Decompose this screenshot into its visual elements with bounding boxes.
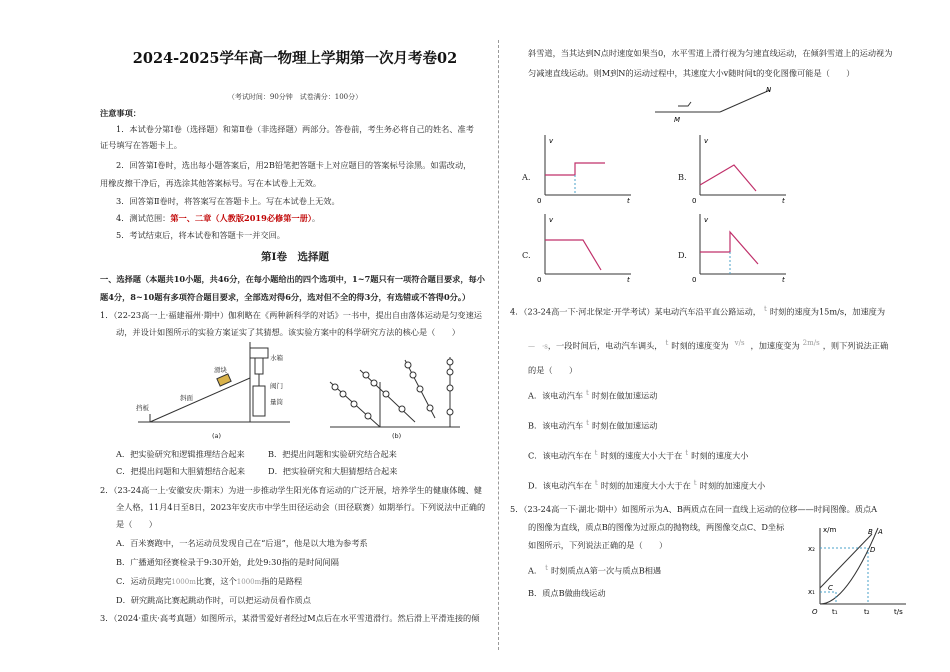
paper-title: 2024-2025学年高一物理上学期第一次月考卷02: [132, 50, 458, 67]
notice-label: 注意事项：: [100, 108, 141, 118]
svg-text:t: t: [627, 197, 630, 205]
label-cylinder: 量筒: [270, 398, 283, 406]
notice-line-3: 2．回答第Ⅰ卷时，选出每小题答案后，用2B铅笔把答题卡上对应题目的答案标号涂黑。如需改动，: [116, 160, 472, 170]
q2-option-c-math-2: 1000m: [236, 578, 262, 586]
q5-option-a[interactable]: A． $^t$ 时刻质点A第一次与质点B相遇: [528, 564, 662, 576]
section-title: 第Ⅰ卷 选择题: [261, 251, 329, 263]
q3-graph-c[interactable]: [535, 212, 635, 284]
svg-text:v: v: [549, 137, 554, 145]
svg-text:0: 0: [692, 276, 697, 284]
q2-line-2: 全人格，11月4日至8日，2023年安庆市中学生田径运动会（田径联赛）如期举行。下列说法中正确的: [116, 502, 486, 512]
q3-option-a-label[interactable]: A.: [522, 172, 531, 182]
q2-line-1: 2．（23-24高一上·安徽安庆·期末）为进一步推动学生阳光体育运动的广泛开展，培养学生的健康体魄、健: [100, 485, 482, 495]
q5-line-2: 的图像为直线，质点B的图像为过原点的抛物线，两图像交点C、D坐标: [528, 522, 785, 532]
notice-line-5: 3．回答第Ⅱ卷时，将答案写在答题卡上。写在本试卷上无效。: [116, 196, 340, 206]
right-column: [510, 0, 910, 672]
q3-graph-b[interactable]: [690, 133, 790, 205]
svg-text:D: D: [870, 546, 876, 554]
q2-line-3: 是（ ）: [116, 519, 157, 529]
svg-text:v: v: [549, 216, 554, 224]
left-column: [100, 0, 490, 672]
svg-text:B: B: [868, 528, 873, 536]
q2-option-c-suffix: 指的是路程: [261, 576, 303, 586]
q1-option-a[interactable]: A．把实验研究和逻辑推理结合起来: [116, 449, 245, 459]
svg-text:t₂: t₂: [864, 608, 870, 616]
q3-graph-d[interactable]: [690, 212, 790, 284]
point-n: N: [766, 86, 772, 94]
label-tank: 水箱: [270, 354, 283, 362]
exam-info: （考试时间：90分钟 试卷满分：100分）: [227, 93, 363, 101]
svg-text:0: 0: [537, 197, 542, 205]
q3-line-2: 斜雪道，当其达到N点时速度如果当0，水平雪道上滑行视为匀速直线运动，在倾斜雪道上的运动视为: [528, 48, 893, 58]
q4-option-d[interactable]: D．该电动汽车在 $^t$ 时刻的加速度大小大于在 $^t$ 时刻的加速度大小: [528, 479, 766, 491]
q3-option-d-label[interactable]: D.: [678, 250, 687, 260]
label-slope: 斜面: [180, 394, 193, 402]
section-intro-2: 题4分，8~10题有多项符合题目要求，全部选对得6分，选对但不全的得3分，有选错或不答得0分。）: [100, 292, 471, 302]
q3-slope-figure: [650, 84, 790, 124]
svg-text:t: t: [782, 197, 785, 205]
q2-option-c-mid: 比赛，这个: [195, 576, 237, 586]
svg-text:O: O: [812, 608, 818, 616]
q4-option-a[interactable]: A．该电动汽车 $^t$ 时刻在做加速运动: [528, 389, 658, 401]
svg-text:x₂: x₂: [808, 545, 815, 553]
label-valve: 阀门: [270, 382, 283, 390]
q4-line-3: 的是（ ）: [528, 365, 578, 375]
q3-b-line: [700, 165, 756, 191]
q4-option-c[interactable]: C．该电动汽车在 $^t$ 时刻的速度大小大于在 $^t$ 时刻的速度大小: [528, 449, 749, 461]
label-slider: 滑块: [214, 366, 227, 374]
label-a: (a): [212, 432, 222, 440]
svg-text:A: A: [878, 528, 883, 536]
svg-text:C: C: [828, 584, 833, 592]
svg-text:0: 0: [537, 276, 542, 284]
svg-text:t: t: [782, 276, 785, 284]
q3-d-line: [700, 232, 758, 264]
q3-line-1: 3．（2024·重庆·高考真题）如图所示，某滑雪爱好者经过M点后在水平雪道滑行。然后滑上平滑连接的倾: [100, 613, 480, 623]
q4-line-2: — ·s，一段时间后，电动汽车调头， $^t$ 时刻的速度变为 $^{v/s}$ ，加速度变为 $^{2m/s}$ ，则下列说法正确: [528, 339, 889, 351]
svg-text:0: 0: [692, 197, 697, 205]
test-range: 第一、二章（人教版2019必修第一册）: [170, 213, 312, 223]
q3-a-line: [545, 163, 605, 175]
notice-line-2: 证号填写在答题卡上。: [100, 140, 182, 150]
section-intro-1: 一、选择题（本题共10小题，共46分，在每小题给出的四个选项中，1~7题只有一项符合题目要求，每小: [100, 274, 485, 284]
q1-option-b[interactable]: B．把提出问题和实验研究结合起来: [268, 449, 397, 459]
svg-text:x₁: x₁: [808, 588, 815, 596]
notice-line-6: [116, 213, 320, 225]
column-divider: [498, 40, 499, 650]
q2-option-c-prefix: C．运动员跑完: [116, 576, 172, 586]
svg-text:v: v: [704, 137, 709, 145]
point-m: M: [674, 116, 681, 124]
q5-line-3: 如图所示，下列说法正确的是（ ）: [528, 540, 668, 550]
label-b: (b): [392, 432, 402, 440]
q4-option-b[interactable]: B．该电动汽车 $^t$ 时刻在做加速运动: [528, 419, 658, 431]
q3-option-c-label[interactable]: C.: [522, 250, 531, 260]
q2-option-c[interactable]: [116, 576, 302, 588]
notice-line-1: 1．本试卷分第Ⅰ卷（选择题）和第Ⅱ卷（非选择题）两部分。答卷前，考生务必将自己的姓名、准考: [116, 124, 474, 134]
q4-line-1: 4．（23-24高一下·河北保定·开学考试）某电动汽车沿平直公路运动， $^t$ 时刻的速度为15m/s，加速度为: [510, 305, 886, 317]
q1-line-1: 1．（22-23高一上·福建福州·期中）伽利略在《两种新科学的对话》一书中，提出自由落体运动是匀变速运: [100, 310, 482, 320]
q2-option-c-math: 1000m: [171, 578, 196, 586]
svg-text:t₁: t₁: [832, 608, 838, 616]
notice-line-7: 5．考试结束后，将本试卷和答题卡一并交回。: [116, 230, 285, 240]
q2-option-b[interactable]: B．广播通知径赛检录于9:30开始，此处9:30指的是时间间隔: [116, 557, 339, 567]
q1-option-c[interactable]: C．把提出问题和大胆猜想结合起来: [116, 466, 246, 476]
notice4-prefix: 4．测试范围：: [116, 213, 171, 223]
svg-text:t: t: [627, 276, 630, 284]
svg-text:x/m: x/m: [823, 526, 837, 534]
svg-text:t/s: t/s: [894, 608, 903, 616]
q3-option-b-label[interactable]: B.: [678, 172, 687, 182]
q1-figure: [130, 342, 470, 442]
q5-graph: [806, 524, 910, 616]
q3-c-line: [545, 240, 601, 270]
label-baffle: 挡板: [136, 404, 149, 412]
q2-option-d[interactable]: D．研究跳高比赛起跳动作时，可以把运动员看作质点: [116, 595, 311, 605]
q1-line-2: 动，并设计如图所示的实验方案证实了其猜想。该实验方案中的科学研究方法的核心是（ ）: [116, 327, 460, 337]
q1-option-d[interactable]: D．把实验研究和大胆猜想结合起来: [268, 466, 398, 476]
notice4-suffix: 。: [311, 213, 321, 223]
svg-text:v: v: [704, 216, 709, 224]
notice-line-4: 用橡皮擦干净后，再选涂其他答案标号。写在本试卷上无效。: [100, 178, 322, 188]
q2-option-a[interactable]: A．百米赛跑中，一名运动员发现自己在“后退”，他是以大地为参考系: [116, 538, 368, 548]
q5-line-1: 5．（23-24高一下·湖北·期中）如图所示为A、B两质点在同一直线上运动的位移——时间图像。质点A: [510, 504, 878, 514]
q5-option-b[interactable]: B．质点B做曲线运动: [528, 588, 606, 598]
q3-graph-a[interactable]: [535, 133, 635, 205]
q3-line-3: 匀减速直线运动。则M到N的运动过程中，其速度大小v随时间t的变化图像可能是（ ）: [528, 68, 855, 78]
